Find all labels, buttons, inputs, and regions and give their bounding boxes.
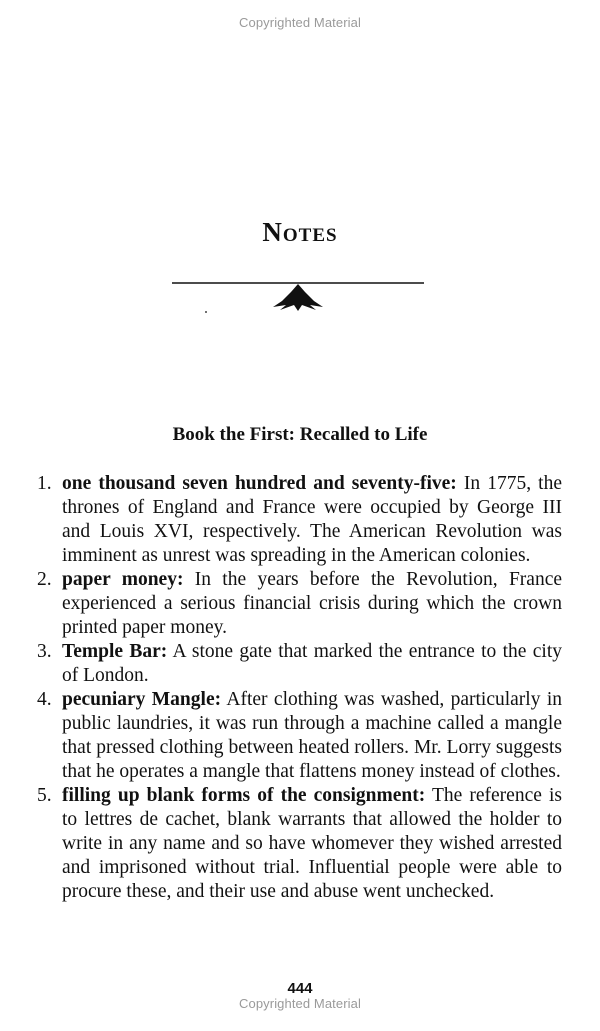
note-term: pecuniary Mangle: bbox=[62, 689, 222, 710]
page-number: 444 bbox=[287, 980, 313, 997]
note-item bbox=[37, 472, 562, 568]
ornament-divider bbox=[170, 279, 426, 319]
note-item bbox=[37, 688, 562, 784]
note-term: filling up blank forms of the consignment: bbox=[62, 785, 426, 806]
copyright-watermark-top: Copyrighted Material bbox=[239, 15, 361, 30]
note-text: A stone gate that marked the entrance to the city of London. bbox=[62, 641, 562, 686]
note-item bbox=[37, 784, 562, 904]
copyright-watermark-bottom: Copyrighted Material bbox=[239, 996, 361, 1011]
note-text: The reference is to lettres de cachet, blank warrants that allowed the holder to write in any name and so have whomever they wished arrested and imprisoned without trial. Influential people were able to procure these, and their use and abuse went unchecked. bbox=[62, 785, 562, 902]
note-item bbox=[37, 568, 562, 640]
note-text: After clothing was washed, particularly in public laundries, it was run through a machine called a mangle that pressed clothing between heated rollers. Mr. Lorry suggests that he operates a mangle that flattens money instead of clothes. bbox=[62, 689, 562, 782]
section-heading: Book the First: Recalled to Life bbox=[172, 424, 428, 445]
note-term: Temple Bar: bbox=[62, 641, 168, 662]
note-text: In the years before the Revolution, France experienced a serious financial crisis during which the crown printed paper money. bbox=[62, 569, 563, 638]
note-number: 2. bbox=[37, 569, 52, 590]
page-title: Notes bbox=[262, 217, 338, 247]
note-term: paper money: bbox=[62, 569, 184, 590]
note-item bbox=[37, 640, 562, 688]
notes-list bbox=[37, 472, 562, 904]
note-text: In 1775, the thrones of England and France were occupied by George III and Louis XVI, respectively. The American Revolution was imminent as unrest was spreading in the American colonies. bbox=[62, 473, 562, 566]
note-number: 5. bbox=[37, 785, 52, 806]
note-number: 1. bbox=[37, 473, 52, 494]
note-term: one thousand seven hundred and seventy-five: bbox=[62, 473, 457, 494]
note-number: 3. bbox=[37, 641, 52, 662]
note-number: 4. bbox=[37, 689, 52, 710]
